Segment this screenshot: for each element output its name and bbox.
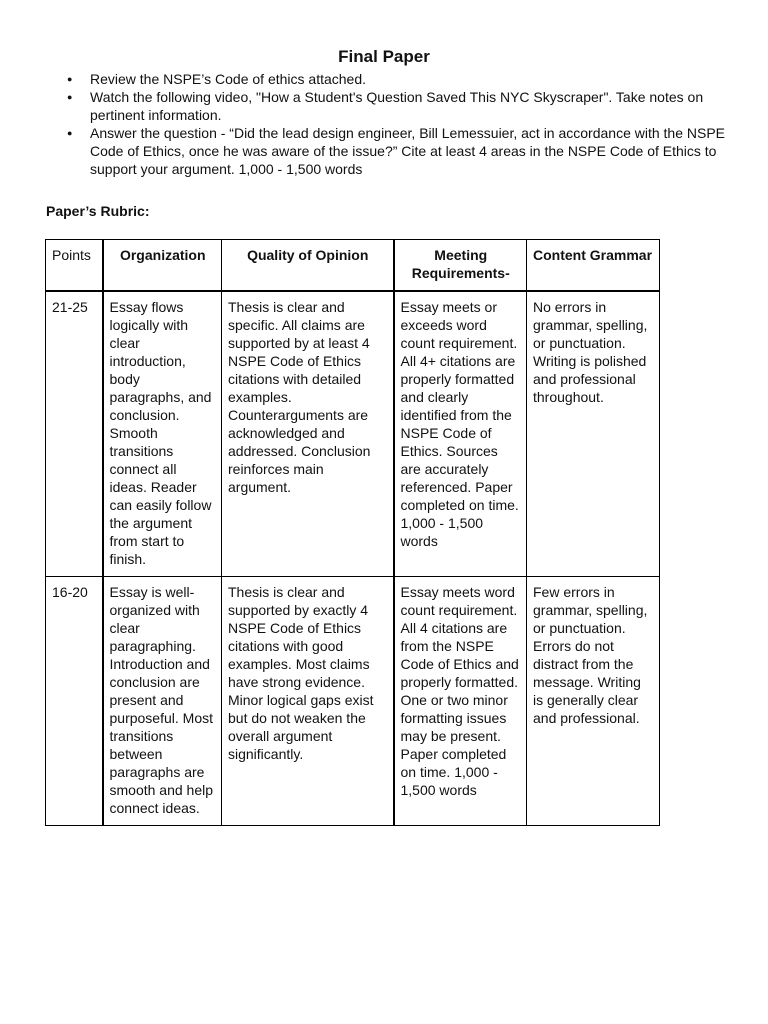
cell-organization: Essay flows logically with clear introduction, body paragraphs, and conclusion. Smooth transitions connect all ideas. Reader can easily follow the argument from start to finish. (103, 291, 222, 577)
instruction-list (66, 70, 726, 178)
cell-content-grammar: No errors in grammar, spelling, or punctuation. Writing is polished and professional throughout. (527, 291, 660, 577)
header-quality-of-opinion: Quality of Opinion (222, 240, 394, 292)
header-points: Points (46, 240, 103, 292)
cell-points: 21-25 (46, 291, 103, 577)
cell-meeting-requirements: Essay meets or exceeds word count requirement. All 4+ citations are properly formatted and clearly identified from the NSPE Code of Ethics. Sources are accurately referenced. Paper completed on time. 1,000 - 1,500 words (394, 291, 527, 577)
page-title: Final Paper (338, 47, 430, 66)
header-organization: Organization (103, 240, 222, 292)
header-meeting-requirements: Meeting Requirements- (394, 240, 527, 292)
rubric-heading: Paper’s Rubric: (46, 203, 150, 219)
cell-points: 16-20 (46, 577, 103, 826)
cell-organization: Essay is well-organized with clear paragraphing. Introduction and conclusion are present and purposeful. Most transitions between paragraphs are smooth and help connect ideas. (103, 577, 222, 826)
table-header-row (46, 240, 660, 292)
cell-meeting-requirements: Essay meets word count requirement. All 4 citations are from the NSPE Code of Ethics and properly formatted. One or two minor formatting issues may be present. Paper completed on time. 1,000 - 1,500 words (394, 577, 527, 826)
instruction-item: ● Answer the question - “Did the lead design engineer, Bill Lemessuier, act in accordance with the NSPE Code of Ethics, once he was aware of the issue?” Cite at least 4 areas in the NSPE Code of Ethics to support your argument. 1,000 - 1,500 words (66, 124, 726, 178)
table-row (46, 291, 660, 577)
rubric-table (45, 239, 660, 826)
cell-quality-of-opinion: Thesis is clear and specific. All claims are supported by at least 4 NSPE Code of Ethics citations with detailed examples. Counterarguments are acknowledged and addressed. Conclusion reinforces main argument. (222, 291, 394, 577)
instruction-item: ● Watch the following video, "How a Student's Question Saved This NYC Skyscraper". Take notes on pertinent information. (66, 88, 726, 124)
header-content-grammar: Content Grammar (527, 240, 660, 292)
table-row (46, 577, 660, 826)
instruction-item: ● Review the NSPE’s Code of ethics attached. (66, 70, 726, 88)
cell-quality-of-opinion: Thesis is clear and supported by exactly 4 NSPE Code of Ethics citations with good examples. Most claims have strong evidence. Minor logical gaps exist but do not weaken the overall argument significantly. (222, 577, 394, 826)
cell-content-grammar: Few errors in grammar, spelling, or punctuation. Errors do not distract from the message. Writing is generally clear and professional. (527, 577, 660, 826)
